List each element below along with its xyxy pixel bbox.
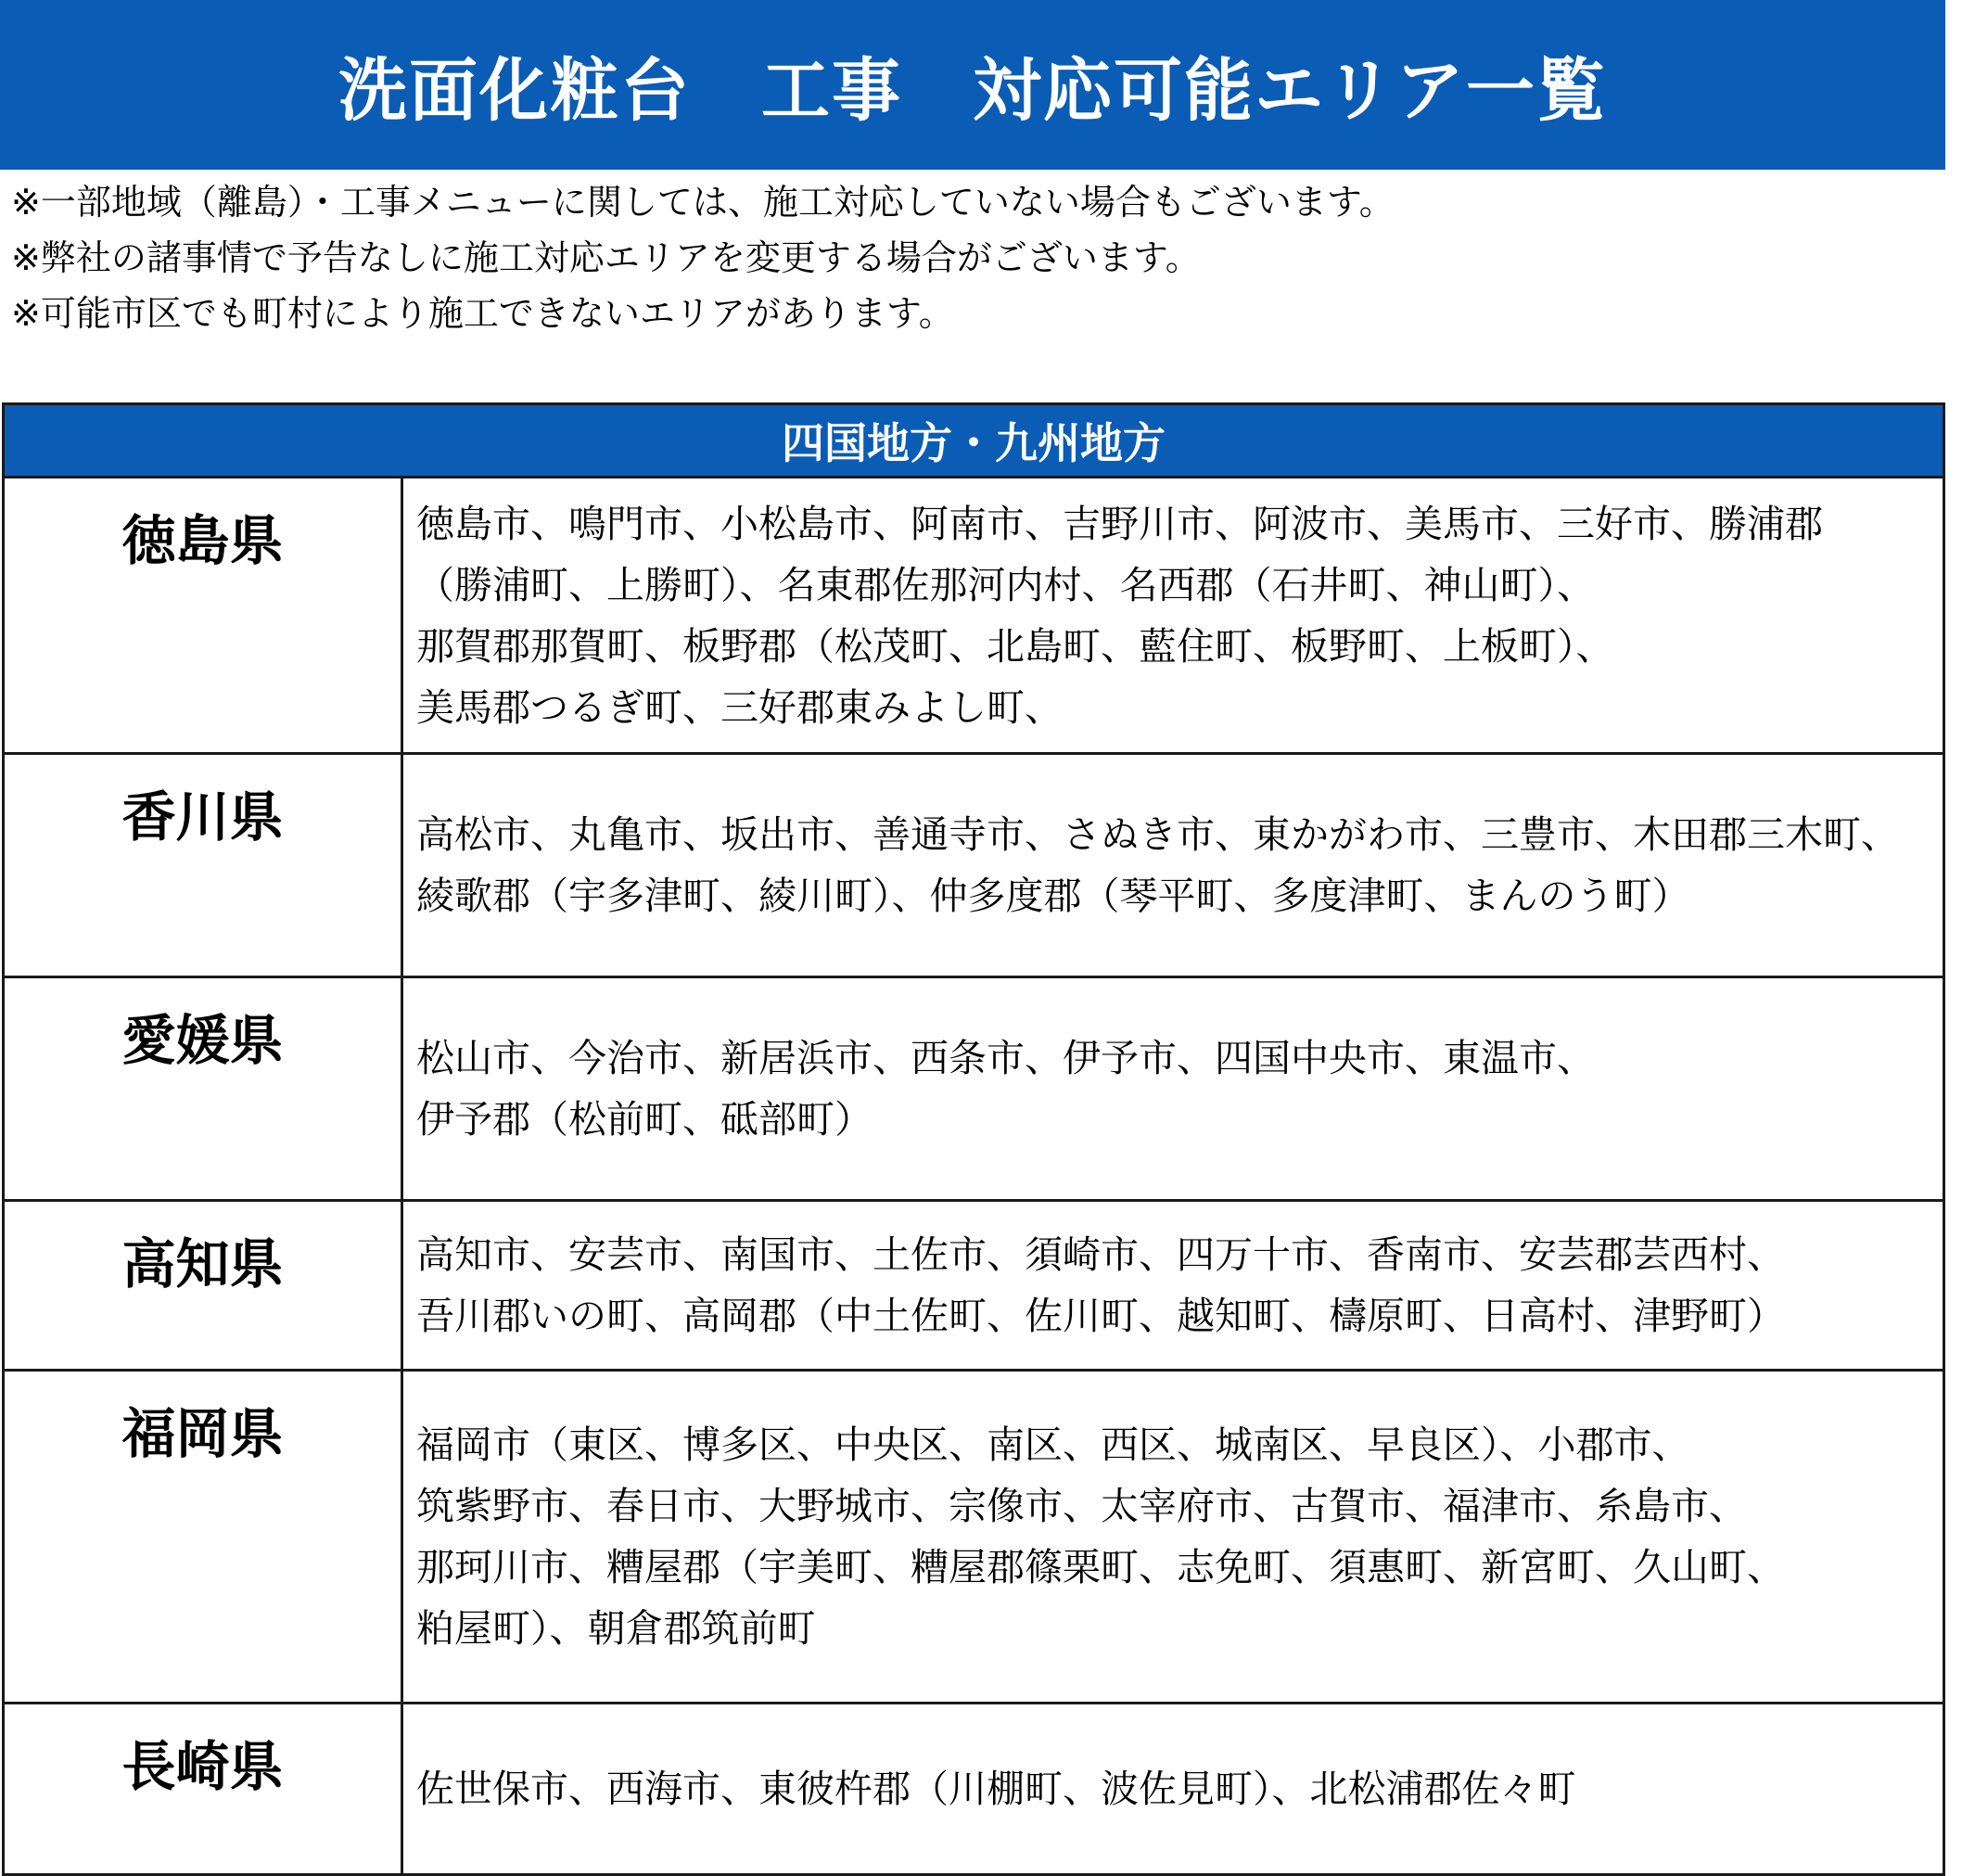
area-line: 那賀郡那賀町、板野郡（松茂町、北島町、藍住町、板野町、上板町）、: [416, 624, 1614, 669]
area-line: 福岡市（東区、博多区、中央区、南区、西区、城南区、早良区）、小郡市、: [416, 1423, 1690, 1467]
table-row-nagasaki: [5, 1704, 1943, 1873]
prefecture-name: 高知県: [5, 1202, 403, 1369]
area-line: 筑紫野市、春日市、大野城市、宗像市、太宰府市、古賀市、福津市、糸島市、: [416, 1484, 1747, 1528]
area-line: 綾歌郡（宇多津町、綾川町）、仲多度郡（琴平町、多度津町、まんのう町）: [416, 874, 1690, 918]
table-row-kagawa: [5, 755, 1943, 978]
area-line: 伊予郡（松前町、砥部町）: [416, 1097, 873, 1142]
note-line: ※可能市区でも町村により施工できないエリアがあります。: [11, 293, 954, 334]
table-row-ehime: [5, 978, 1943, 1202]
prefecture-name: 徳島県: [5, 479, 403, 752]
page-title: 洗面化粧台 工事 対応可能エリア一覧: [338, 50, 1607, 131]
prefecture-name: 愛媛県: [5, 978, 403, 1199]
table-row-fukuoka: [5, 1372, 1943, 1704]
area-table: [2, 402, 1945, 1876]
area-list: [403, 755, 1943, 976]
note-line: ※弊社の諸事情で予告なしに施工対応エリアを変更する場合がございます。: [11, 237, 1201, 278]
area-line: 高知市、安芸市、南国市、土佐市、須崎市、四万十市、香南市、安芸郡芸西村、: [416, 1232, 1785, 1277]
area-line: 那珂川市、糟屋郡（宇美町、糟屋郡篠栗町、志免町、須惠町、新宮町、久山町、: [416, 1545, 1785, 1589]
area-line: 徳島市、鳴門市、小松島市、阿南市、吉野川市、阿波市、美馬市、三好市、勝浦郡: [416, 502, 1823, 546]
prefecture-name: 福岡県: [5, 1372, 403, 1702]
area-line: 佐世保市、西海市、東彼杵郡（川棚町、波佐見町）、北松浦郡佐々町: [416, 1767, 1576, 1811]
prefecture-name: 長崎県: [5, 1704, 403, 1873]
table-row-kochi: [5, 1202, 1943, 1372]
area-line: 松山市、今治市、新居浜市、西条市、伊予市、四国中央市、東温市、: [416, 1036, 1595, 1080]
area-list: [403, 1372, 1943, 1702]
area-list: [403, 1202, 1943, 1369]
notes: [11, 174, 1395, 341]
area-line: 美馬郡つるぎ町、三好郡東みよし町、: [416, 685, 1063, 730]
area-list: [403, 1704, 1943, 1873]
area-list: [403, 978, 1943, 1199]
area-list: [403, 479, 1943, 752]
title-banner: [0, 0, 1945, 170]
area-line: 粕屋町）、朝倉郡筑前町: [416, 1606, 816, 1651]
area-line: 吾川郡いの町、高岡郡（中土佐町、佐川町、越知町、檮原町、日高村、津野町）: [416, 1294, 1785, 1338]
area-line: 高松市、丸亀市、坂出市、善通寺市、さぬき市、東かがわ市、三豊市、木田郡三木町、: [416, 812, 1899, 857]
note-line: ※一部地域（離島）・工事メニューに関しては、施工対応していない場合もございます。: [11, 182, 1395, 223]
table-header: 四国地方・九州地方: [5, 405, 1943, 479]
prefecture-name: 香川県: [5, 755, 403, 976]
area-line: （勝浦町、上勝町）、名東郡佐那河内村、名西郡（石井町、神山町）、: [416, 563, 1595, 607]
table-row-tokushima: [5, 479, 1943, 755]
